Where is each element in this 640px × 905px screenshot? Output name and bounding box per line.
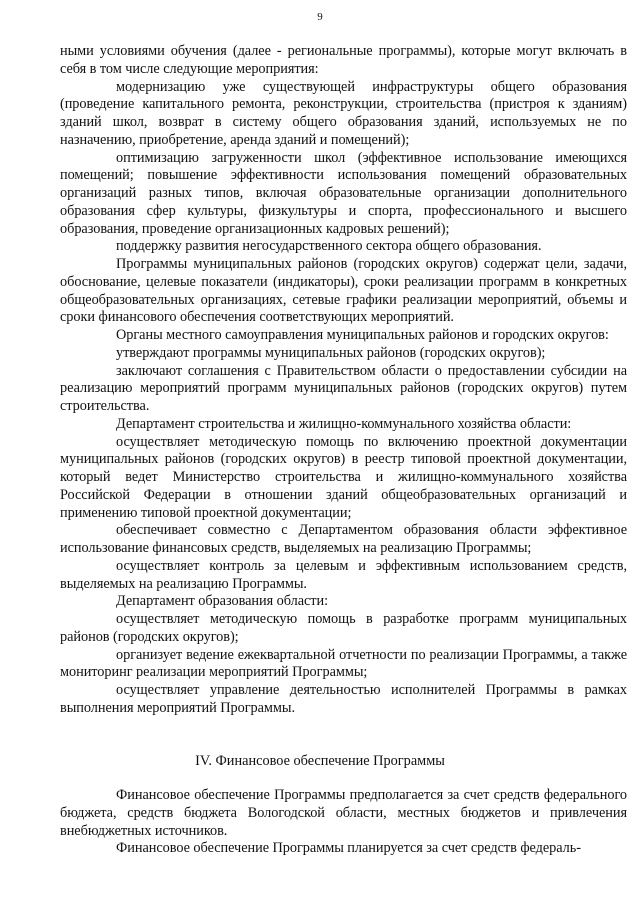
body-text-lower xyxy=(60,787,627,858)
paragraph: обеспечивает совместно с Департаментом образования области эффективное использование финансовых средств, выделяемых на реализацию Программы; xyxy=(60,522,627,556)
paragraph: Программы муниципальных районов (городских округов) содержат цели, задачи, обоснование, целевые показатели (индикаторы), сроки реализации программ в конкретных общеобразовательных организациях, сетевые графики реализации мероприятий, объемы и сроки финансового обеспечения соответствующих мероприятий. xyxy=(60,256,627,326)
paragraph: осуществляет управление деятельностью исполнителей Программы в рамках выполнения мероприятий Программы. xyxy=(60,682,627,716)
paragraph: осуществляет контроль за целевым и эффективным использованием средств, выделяемых на реализацию Программы. xyxy=(60,557,627,592)
paragraph: ными условиями обучения (далее - региональные программы), которые могут включать в себя в том числе следующие мероприятия: xyxy=(60,43,627,77)
paragraph: Органы местного самоуправления муниципальных районов и городских округов: xyxy=(116,327,609,343)
paragraph: заключают соглашения с Правительством области о предоставлении субсидии на реализацию мероприятий программ муниципальных районов (городских округов) путем строительства. xyxy=(60,362,627,414)
paragraph: Финансовое обеспечение Программы планируется за счет средств федераль- xyxy=(116,840,581,857)
paragraph: осуществляет методическую помощь в разработке программ муниципальных районов (городских округов); xyxy=(60,611,627,645)
paragraph: модернизацию уже существующей инфраструктуры общего образования (проведение капитального ремонта, реконструкции, строительства (пристроя к зданиям) зданий школ, возврат в систему общего образования зданий, используемых не по назначению, приобретение, аренда зданий и помещений); xyxy=(60,78,627,148)
paragraph: Департамент строительства и жилищно-коммунального хозяйства области: xyxy=(116,415,572,432)
paragraph: утверждают программы муниципальных районов (городских округов); xyxy=(116,344,546,361)
section-heading: IV. Финансовое обеспечение Программы xyxy=(195,753,445,769)
body-text-upper xyxy=(60,43,627,718)
paragraph: Финансовое обеспечение Программы предполагается за счет средств федерального бюджета, средств бюджета Вологодской области, местных бюджетов и привлечения внебюджетных источников. xyxy=(60,787,627,839)
paragraph: организует ведение ежеквартальной отчетности по реализации Программы, а также мониторинг реализации мероприятий Программы; xyxy=(60,646,627,681)
paragraph: осуществляет методическую помощь по включению проектной документации муниципальных районов (городских округов) в реестр типовой проектной документации, который ведет Министерство строительства и жилищно-коммунального хозяйства Российской Федерации в отношении зданий общеобразовательных организаций и применению типовой проектной документации; xyxy=(60,433,627,521)
page-number: 9 xyxy=(317,11,323,23)
paragraph: Департамент образования области: xyxy=(116,593,329,610)
paragraph: оптимизацию загруженности школ (эффективное использование имеющихся помещений; повышение эффективности использования помещений образовательных организаций разных типов, включая образовательные организации дополнительного образования сфер культуры, физкультуры и спорта, профессионального и высшего образования, проведение организационных кадровых решений); xyxy=(60,149,627,237)
paragraph: поддержку развития негосударственного сектора общего образования. xyxy=(116,238,542,255)
